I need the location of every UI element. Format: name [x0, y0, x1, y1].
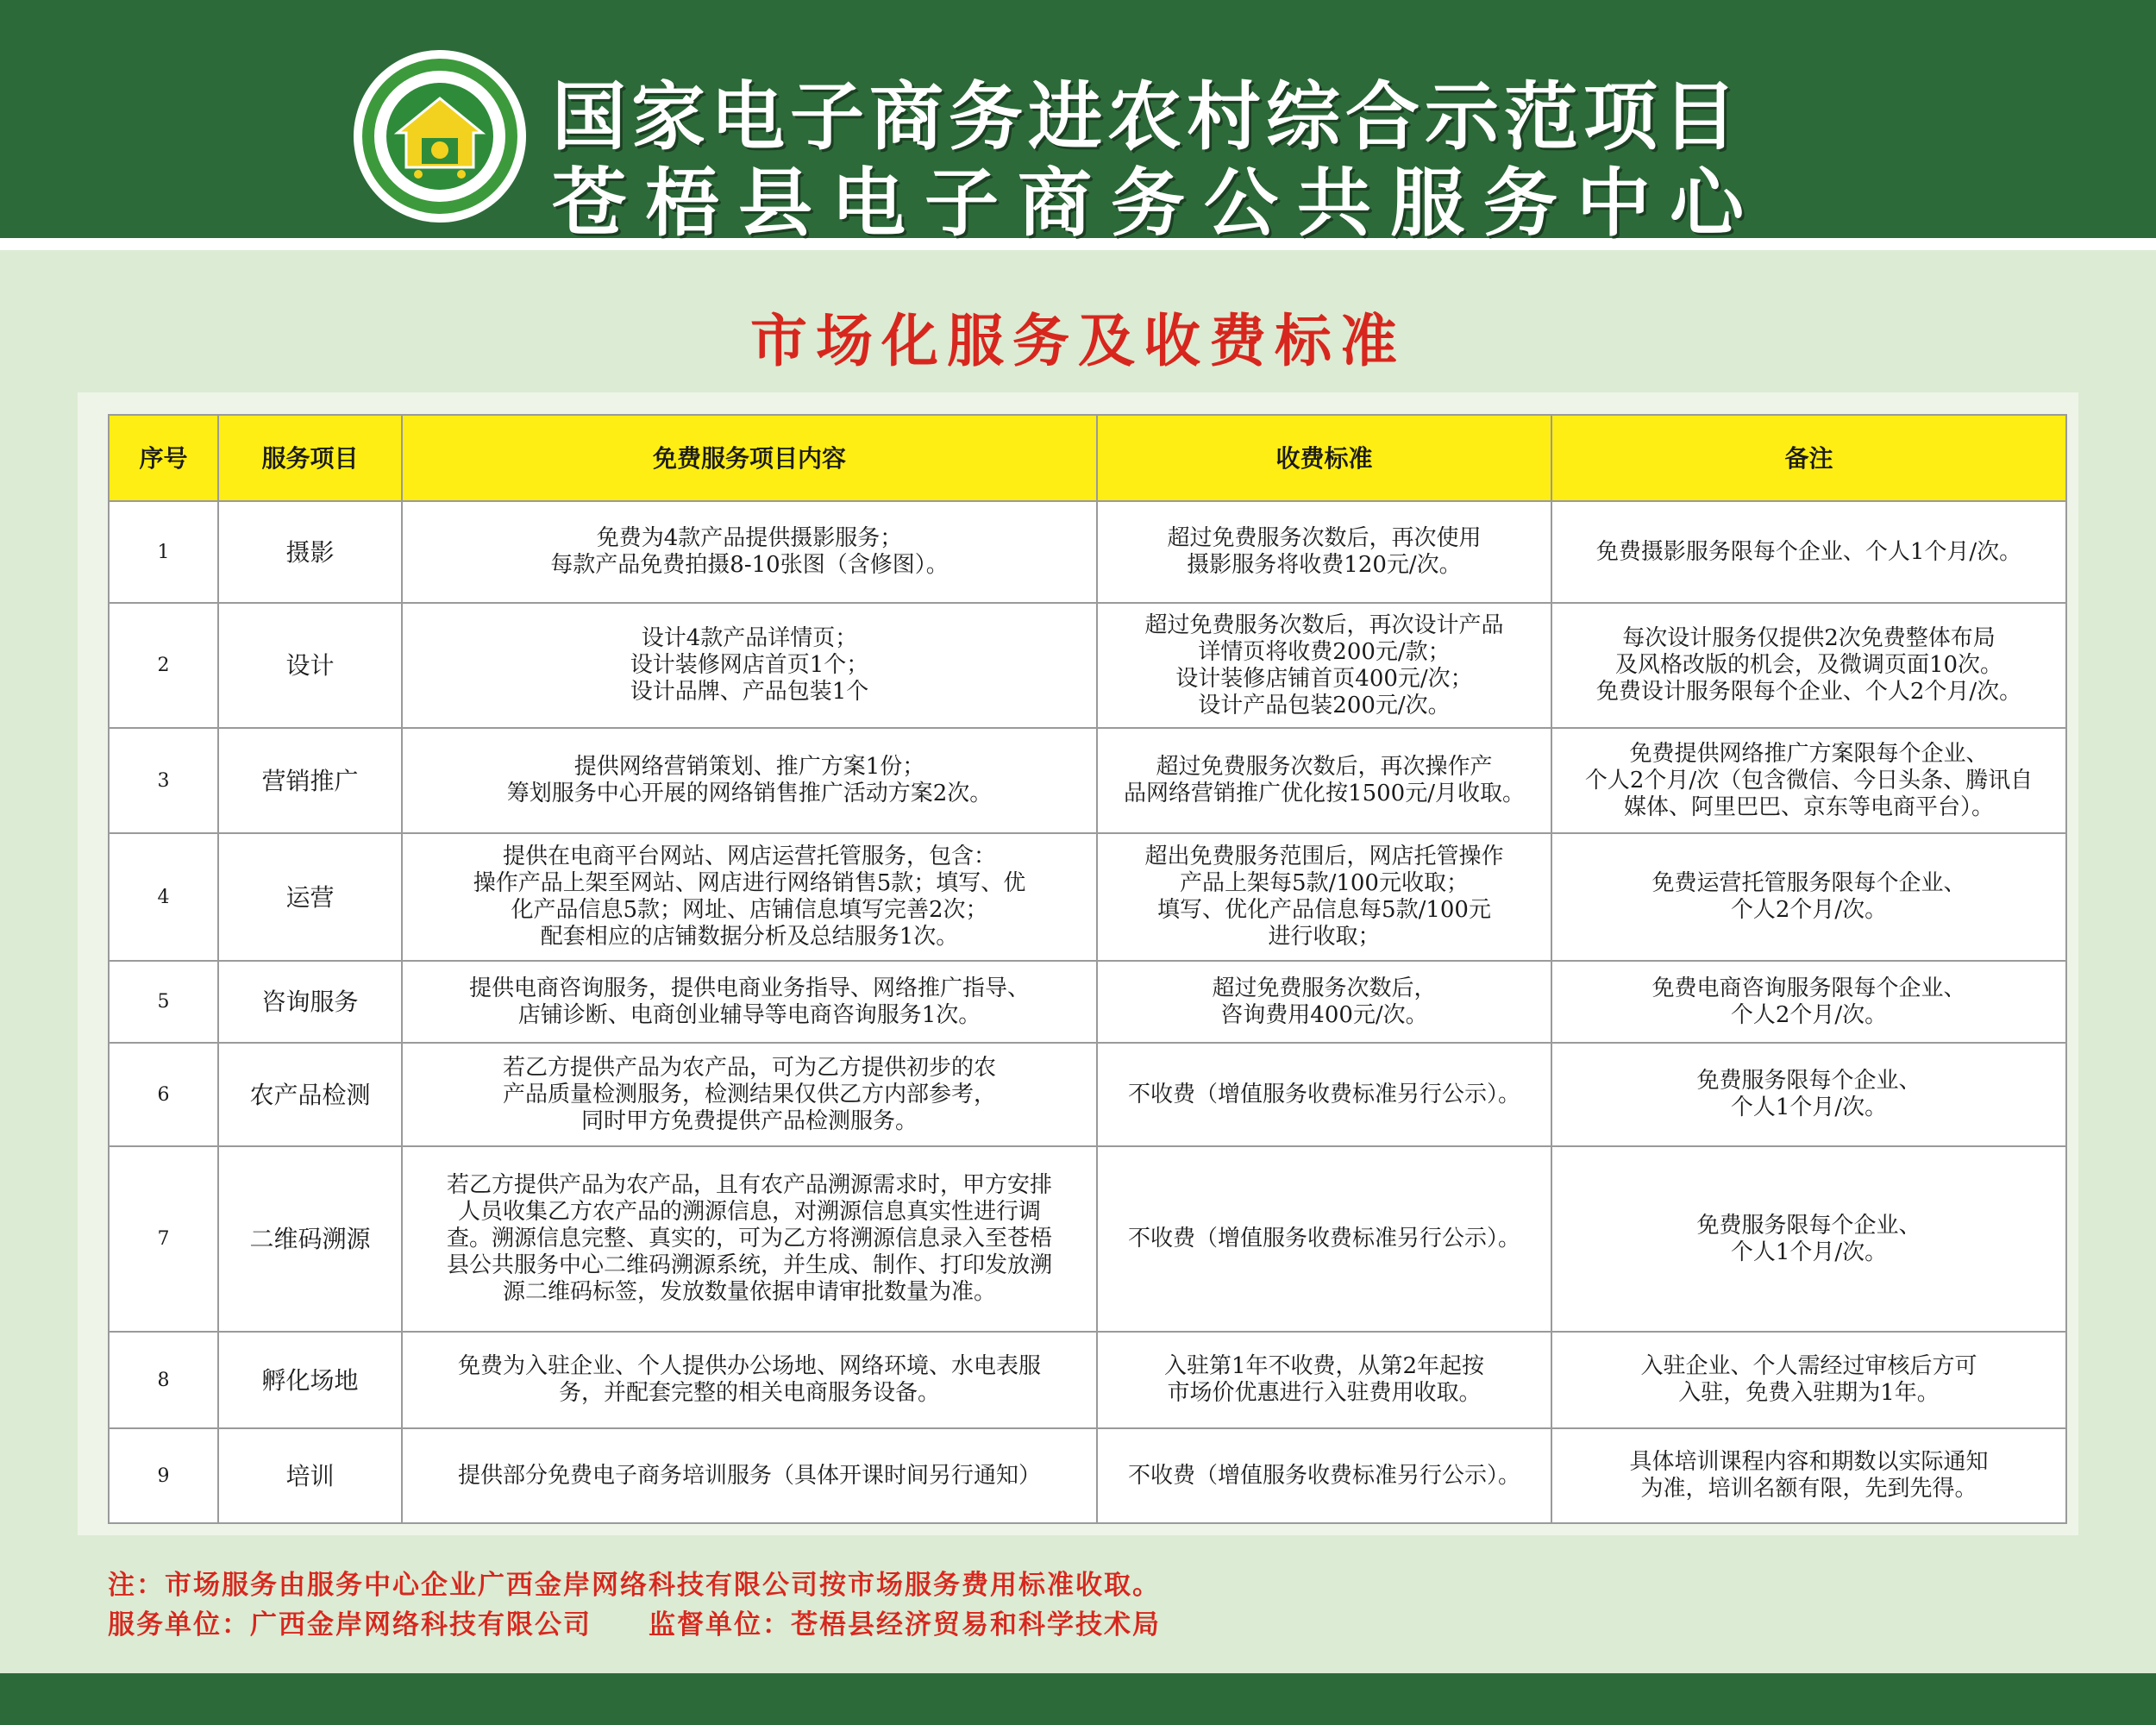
remark-line: 免费服务限每个企业、	[1696, 1068, 1921, 1094]
cell-remark	[1551, 1428, 2066, 1523]
service-item: 二维码溯源	[218, 1146, 402, 1332]
content-line: 每款产品免费拍摄8-10张图（含修图）。	[550, 552, 949, 578]
table-row	[109, 833, 2066, 961]
house-icon	[392, 93, 487, 179]
cell-remark	[1551, 1332, 2066, 1428]
main-title: 国家电子商务进农村综合示范项目	[552, 74, 1742, 160]
fee-line: 超过免费服务次数后，再次设计产品	[1144, 612, 1504, 638]
header-content: 免费服务项目内容	[402, 415, 1097, 501]
remark-line: 个人2个月/次。	[1730, 1001, 1888, 1028]
service-item: 设计	[218, 603, 402, 728]
header-no: 序号	[109, 415, 218, 501]
content-line: 操作产品上架至网站、网店进行网络销售5款；填写、优	[473, 870, 1026, 896]
content-line: 查。溯源信息完整、真实的，可为乙方将溯源信息录入至苍梧	[446, 1226, 1052, 1251]
remark-line: 媒体、阿里巴巴、京东等电商平台）。	[1623, 794, 1994, 820]
table-row	[109, 961, 2066, 1043]
remark-line: 免费提供网络推广方案限每个企业、	[1629, 740, 1989, 767]
header-banner	[0, 0, 2156, 250]
content-line: 若乙方提供产品为农产品，可为乙方提供初步的农	[502, 1054, 996, 1081]
cell-content	[402, 961, 1097, 1043]
cell-remark	[1551, 961, 2066, 1043]
cell-remark	[1551, 1146, 2066, 1332]
cell-content	[402, 1428, 1097, 1523]
content-line: 提供电商咨询服务，提供电商业务指导、网络推广指导、	[468, 975, 1030, 1001]
content-line: 筹划服务中心开展的网络销售推广活动方案2次。	[506, 781, 993, 806]
remark-line: 个人2个月/次（包含微信、今日头条、腾讯自	[1584, 767, 2034, 794]
content-line: 设计装修网店首页1个；	[630, 652, 869, 678]
content-line: 提供部分免费电子商务培训服务（具体开课时间另行通知）	[457, 1462, 1041, 1489]
remark-line: 入驻，免费入驻期为1年。	[1678, 1380, 1940, 1406]
cell-remark	[1551, 603, 2066, 728]
cell-content	[402, 1146, 1097, 1332]
cell-remark	[1551, 833, 2066, 961]
content-line: 店铺诊断、电商创业辅导等电商咨询服务1次。	[517, 1001, 981, 1028]
remark-line: 免费运营托管服务限每个企业、	[1651, 870, 1966, 896]
table-row	[109, 1043, 2066, 1146]
content-line: 设计品牌、产品包装1个	[630, 679, 869, 705]
fee-line: 产品上架每5款/100元收取；	[1180, 870, 1469, 896]
remark-line: 为准，培训名额有限，先到先得。	[1640, 1476, 1977, 1502]
row-number: 7	[109, 1146, 218, 1332]
service-item: 摄影	[218, 501, 402, 603]
content-line: 提供在电商平台网站、网店运营托管服务，包含：	[502, 844, 996, 869]
cell-fee	[1097, 501, 1551, 603]
fee-line: 超过免费服务次数后，	[1212, 975, 1437, 1001]
content-line: 免费为4款产品提供摄影服务；	[596, 525, 903, 551]
remark-line: 免费服务限每个企业、	[1696, 1212, 1921, 1239]
content-line: 同时甲方免费提供产品检测服务。	[580, 1107, 918, 1134]
content-line: 人员收集乙方农产品的溯源信息，对溯源信息真实性进行调	[457, 1199, 1041, 1225]
content-line: 设计4款产品详情页；	[641, 625, 858, 651]
fee-line: 超出免费服务范围后，网店托管操作	[1144, 844, 1504, 869]
remark-line: 具体培训课程内容和期数以实际通知	[1629, 1449, 1989, 1475]
row-number: 6	[109, 1043, 218, 1146]
content-line: 若乙方提供产品为农产品，且有农产品溯源需求时，甲方安排	[446, 1172, 1052, 1198]
row-number: 5	[109, 961, 218, 1043]
fee-line: 不收费（增值服务收费标准另行公示）。	[1127, 1081, 1520, 1107]
table-row	[109, 1428, 2066, 1523]
cell-fee	[1097, 1043, 1551, 1146]
remark-line: 入驻企业、个人需经过审核后方可	[1640, 1353, 1977, 1379]
content-line: 务，并配套完整的相关电商服务设备。	[558, 1380, 940, 1406]
footer-bar	[0, 1673, 2156, 1725]
table-body	[109, 501, 2066, 1523]
fee-line: 摄影服务将收费120元/次。	[1187, 552, 1462, 578]
cell-fee	[1097, 833, 1551, 961]
cell-content	[402, 603, 1097, 728]
cell-remark	[1551, 501, 2066, 603]
table-row	[109, 728, 2066, 833]
service-item: 农产品检测	[218, 1043, 402, 1146]
fee-note: 注：市场服务由服务中心企业广西金岸网络科技有限公司按市场服务费用标准收取。	[108, 1570, 1161, 1601]
remark-line: 个人1个月/次。	[1730, 1239, 1888, 1265]
fee-line: 设计装修店铺首页400元/次；	[1175, 665, 1473, 692]
fee-line: 设计产品包装200元/次。	[1198, 692, 1451, 718]
table-row	[109, 603, 2066, 728]
content-line: 配套相应的店铺数据分析及总结服务1次。	[540, 924, 959, 950]
remark-line: 免费摄影服务限每个企业、个人1个月/次。	[1595, 538, 2022, 565]
fee-line: 入驻第1年不收费，从第2年起按	[1163, 1353, 1485, 1379]
table-row	[109, 501, 2066, 603]
fee-line: 市场价优惠进行入驻费用收取。	[1167, 1380, 1482, 1406]
service-item: 培训	[218, 1428, 402, 1523]
row-number: 9	[109, 1428, 218, 1523]
row-number: 1	[109, 501, 218, 603]
house-cart-logo-icon	[354, 50, 526, 223]
header-fee: 收费标准	[1097, 415, 1551, 501]
cell-content	[402, 833, 1097, 961]
cell-fee	[1097, 961, 1551, 1043]
service-item: 咨询服务	[218, 961, 402, 1043]
fee-line: 填写、优化产品信息每5款/100元	[1157, 897, 1491, 923]
content-line: 化产品信息5款；网址、店铺信息填写完善2次；	[511, 897, 988, 923]
fee-line: 不收费（增值服务收费标准另行公示）。	[1127, 1226, 1520, 1251]
cell-fee	[1097, 1428, 1551, 1523]
service-units: 服务单位：广西金岸网络科技有限公司 监督单位：苍梧县经济贸易和科学技术局	[108, 1609, 1161, 1640]
header-item: 服务项目	[218, 415, 402, 501]
remark-line: 及风格改版的机会，及微调页面10次。	[1614, 652, 2003, 678]
cell-content	[402, 728, 1097, 833]
fee-table	[108, 414, 2067, 1524]
cell-content	[402, 1332, 1097, 1428]
row-number: 4	[109, 833, 218, 961]
cell-content	[402, 1043, 1097, 1146]
fee-line: 详情页将收费200元/款；	[1198, 638, 1451, 665]
table-header-row	[109, 415, 2066, 501]
content-line: 提供网络营销策划、推广方案1份；	[573, 754, 925, 780]
row-number: 2	[109, 603, 218, 728]
fee-line: 品网络营销推广优化按1500元/月收取。	[1124, 781, 1525, 806]
content-line: 产品质量检测服务，检测结果仅供乙方内部参考，	[502, 1081, 996, 1107]
table-row	[109, 1146, 2066, 1332]
remark-line: 免费设计服务限每个企业、个人2个月/次。	[1595, 679, 2022, 705]
remark-line: 个人1个月/次。	[1730, 1095, 1888, 1120]
content-line: 县公共服务中心二维码溯源系统，并生成、制作、打印发放溯	[446, 1252, 1052, 1278]
remark-line: 每次设计服务仅提供2次免费整体布局	[1622, 625, 1996, 651]
service-item: 运营	[218, 833, 402, 961]
row-number: 8	[109, 1332, 218, 1428]
remark-line: 免费电商咨询服务限每个企业、	[1651, 975, 1966, 1001]
table-row	[109, 1332, 2066, 1428]
cell-fee	[1097, 1146, 1551, 1332]
fee-line: 超过免费服务次数后，再次操作产	[1156, 754, 1493, 780]
page-title: 市场化服务及收费标准	[750, 308, 1406, 374]
fee-line: 进行收取；	[1268, 924, 1381, 950]
row-number: 3	[109, 728, 218, 833]
remark-line: 个人2个月/次。	[1730, 897, 1888, 923]
sub-org-title: 苍梧县电子商务公共服务中心	[552, 160, 1763, 247]
content-line: 源二维码标签，发放数量依据申请审批数量为准。	[502, 1279, 996, 1305]
service-item: 孵化场地	[218, 1332, 402, 1428]
header-remark: 备注	[1551, 415, 2066, 501]
cell-fee	[1097, 603, 1551, 728]
content-line: 免费为入驻企业、个人提供办公场地、网络环境、水电表服	[457, 1353, 1041, 1379]
fee-line: 咨询费用400元/次。	[1220, 1001, 1428, 1028]
cell-remark	[1551, 728, 2066, 833]
cell-content	[402, 501, 1097, 603]
fee-line: 不收费（增值服务收费标准另行公示）。	[1127, 1462, 1520, 1489]
cell-remark	[1551, 1043, 2066, 1146]
cell-fee	[1097, 728, 1551, 833]
service-item: 营销推广	[218, 728, 402, 833]
cell-fee	[1097, 1332, 1551, 1428]
fee-line: 超过免费服务次数后，再次使用	[1167, 525, 1482, 551]
